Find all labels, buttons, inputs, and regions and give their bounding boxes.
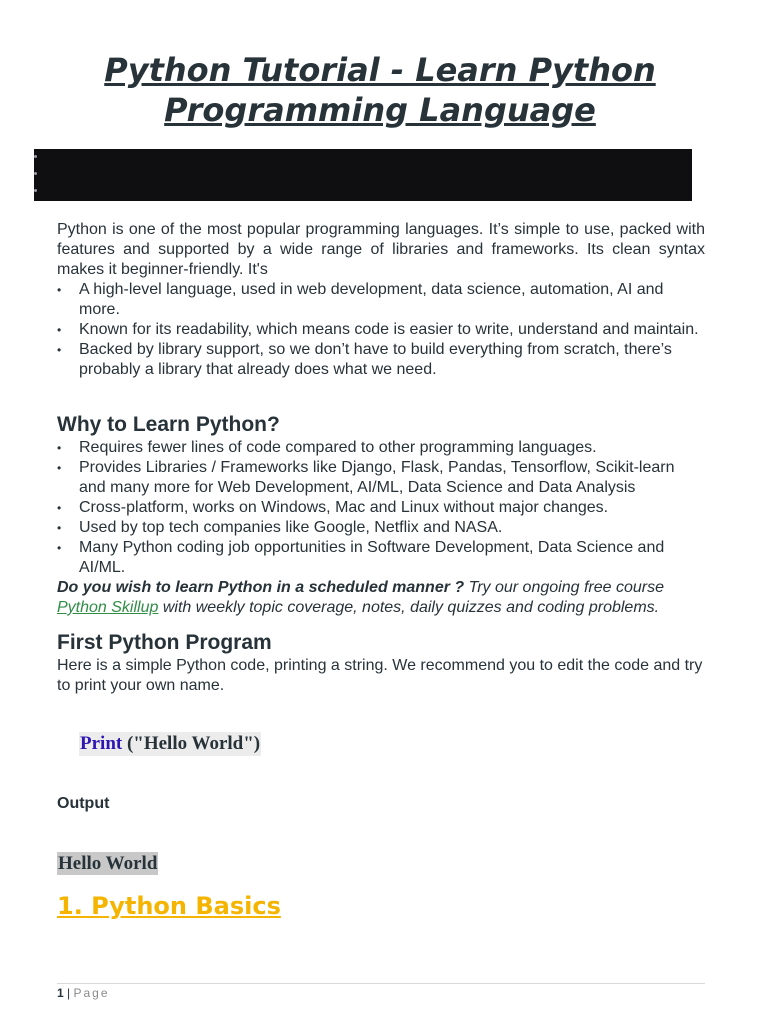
- list-item: • A high-level language, used in web development, data science, automation, AI and more.: [57, 280, 705, 320]
- page-number: 1: [57, 986, 64, 1000]
- cta-text-end: with weekly topic coverage, notes, daily quizzes and coding problems.: [158, 599, 660, 616]
- section-heading-python-basics: 1. Python Basics: [57, 892, 281, 920]
- list-item: • Requires fewer lines of code compared to other programming languages.: [57, 438, 705, 458]
- footer-separator: |: [63, 986, 74, 1000]
- page-label: Page: [73, 986, 110, 1000]
- why-list: [57, 438, 705, 578]
- code-arguments: ("Hello World"): [122, 733, 261, 754]
- intro-list: [57, 280, 705, 380]
- list-item: • Known for its readability, which means code is easier to write, understand and maintain.: [57, 320, 705, 340]
- list-item: • Cross-platform, works on Windows, Mac and Linux without major changes.: [57, 498, 705, 518]
- banner-dots: [34, 155, 37, 206]
- first-program-paragraph: Here is a simple Python code, printing a string. We recommend you to edit the code and try to print your own name.: [57, 657, 703, 694]
- list-item: • Many Python coding job opportunities in Software Development, Data Science and AI/ML.: [57, 538, 705, 578]
- intro-paragraph: Python is one of the most popular programming languages. It’s simple to use, packed with features and supported by a wide range of libraries and frameworks. Its clean syntax makes it beginner-friendly. It's: [57, 221, 705, 278]
- code-keyword: Print: [80, 733, 123, 754]
- python-skillup-link[interactable]: Python Skillup: [57, 599, 159, 616]
- list-item: • Provides Libraries / Frameworks like Django, Flask, Pandas, Tensorflow, Scikit-learn and many more for Web Development, AI/ML, Data Science and Data Analysis: [57, 458, 705, 498]
- course-cta: [57, 578, 705, 618]
- footer-divider: [57, 983, 705, 984]
- why-heading: Why to Learn Python?: [57, 413, 280, 436]
- first-program-heading: First Python Program: [57, 631, 272, 654]
- list-item: • Used by top tech companies like Google, Netflix and NASA.: [57, 518, 705, 538]
- cta-question: Do you wish to learn Python in a scheduled manner ?: [57, 579, 465, 596]
- output-value: Hello World: [58, 853, 158, 874]
- dark-banner: [34, 149, 692, 201]
- output-label: Output: [57, 795, 110, 812]
- page-footer: [57, 986, 110, 1000]
- cta-text: Try our ongoing free course: [464, 579, 664, 596]
- list-item: • Backed by library support, so we don’t have to build everything from scratch, there’s probably a library that already does what we need.: [57, 340, 705, 380]
- page-title: Python Tutorial - Learn Python Programming Language: [104, 51, 656, 129]
- code-snippet: [79, 732, 261, 756]
- document-body: [57, 220, 705, 921]
